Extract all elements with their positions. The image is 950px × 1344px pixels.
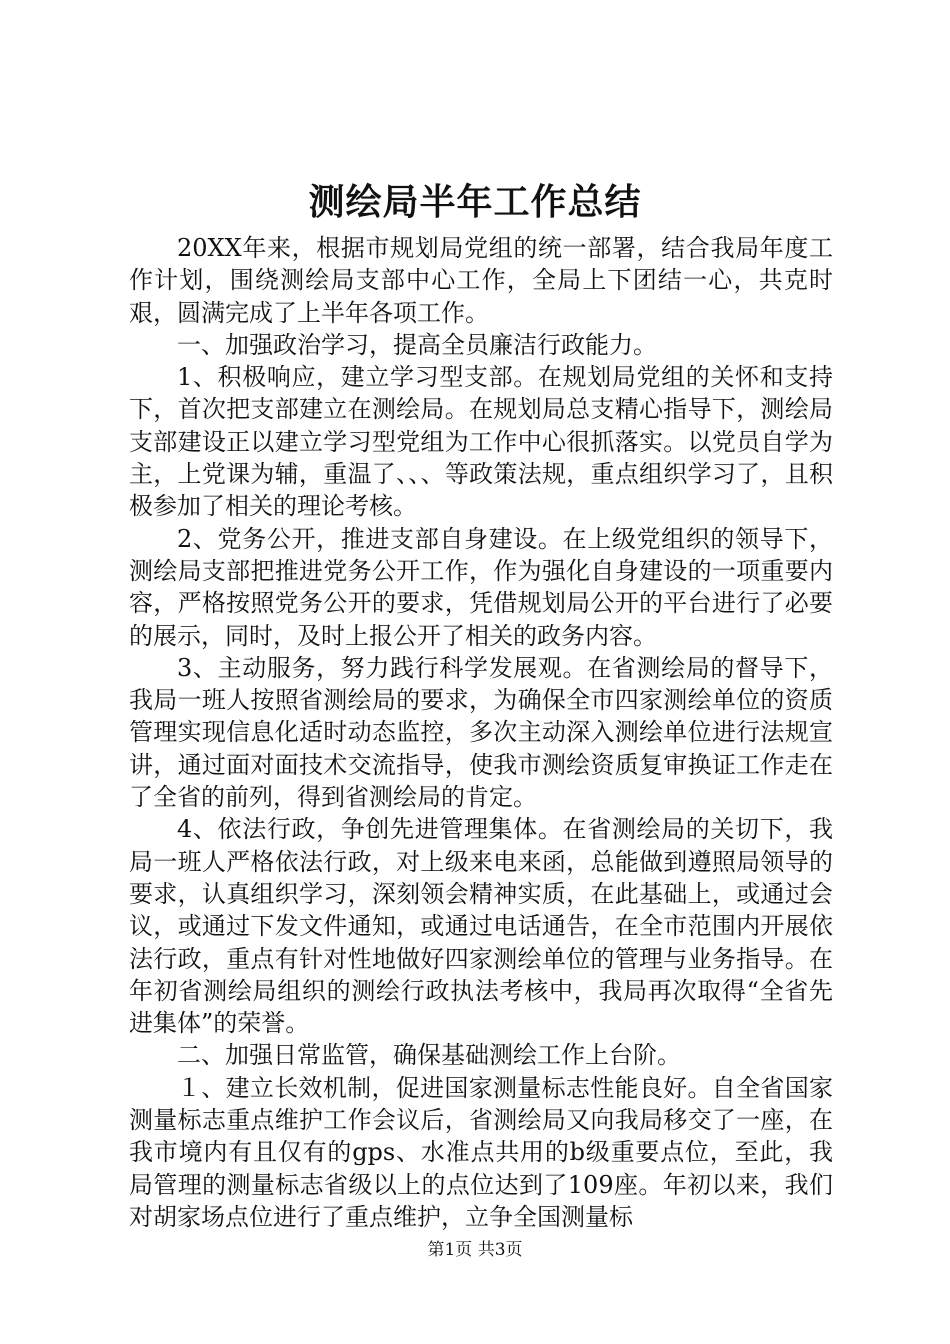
paragraph-section-heading-1: 一、加强政治学习，提高全员廉洁行政能力。: [177, 330, 657, 359]
paragraph-intro: 20XX年来，根据市规划局党组的统一部署，结合我局年度工作计划，围绕测绘局支部中心工作，全局上下团结一心，共克时艰，圆满完成了上半年各项工作。: [129, 234, 833, 327]
document-title: 测绘局半年工作总结: [308, 181, 642, 223]
paragraph-section-heading-2: 二、加强日常监管，确保基础测绘工作上台阶。: [177, 1041, 681, 1070]
page-footer: 第1页 共3页: [427, 1240, 523, 1260]
paragraph-item-1: 1、积极响应，建立学习型支部。在规划局党组的关怀和支持下，首次把支部建立在测绘局。在规划局总支精心指导下，测绘局支部建设正以建立学习型党组为工作中心很抓落实。以党员自学为主，上党课为辅，重温了、、、等政策法规，重点组织学习了，且积极参加了相关的理论考核。: [129, 363, 833, 521]
paragraph-item-5: １、建立长效机制，促进国家测量标志性能良好。自全省国家测量标志重点维护工作会议后，省测绘局又向我局移交了一座，在我市境内有且仅有的gps、水准点共用的b级重要点位，至此，我局管理的测量标志省级以上的点位达到了109座。年初以来，我们对胡家场点位进行了重点维护，立争全国测量标: [129, 1073, 833, 1231]
document-body: [129, 232, 833, 1233]
paragraph-item-3: 3、主动服务，努力践行科学发展观。在省测绘局的督导下，我局一班人按照省测绘局的要求，为确保全市四家测绘单位的资质管理实现信息化适时动态监控，多次主动深入测绘单位进行法规宣讲，通过面对面技术交流指导，使我市测绘资质复审换证工作走在了全省的前列，得到省测绘局的肯定。: [129, 653, 833, 812]
paragraph-item-4: 4、依法行政，争创先进管理集体。在省测绘局的关切下，我局一班人严格依法行政，对上级来电来函，总能做到遵照局领导的要求，认真组织学习，深刻领会精神实质，在此基础上，或通过会议，或通过下发文件通知，或通过电话通告，在全市范围内开展依法行政，重点有针对性地做好四家测绘单位的管理与业务指导。在年初省测绘局组织的测绘行政执法考核中，我局再次取得“全省先进集体”的荣誉。: [129, 815, 833, 1038]
paragraph-item-2: 2、党务公开，推进支部自身建设。在上级党组织的领导下，测绘局支部把推进党务公开工作，作为强化自身建设的一项重要内容，严格按照党务公开的要求，凭借规划局公开的平台进行了必要的展示，同时，及时上报公开了相关的政务内容。: [129, 524, 833, 650]
